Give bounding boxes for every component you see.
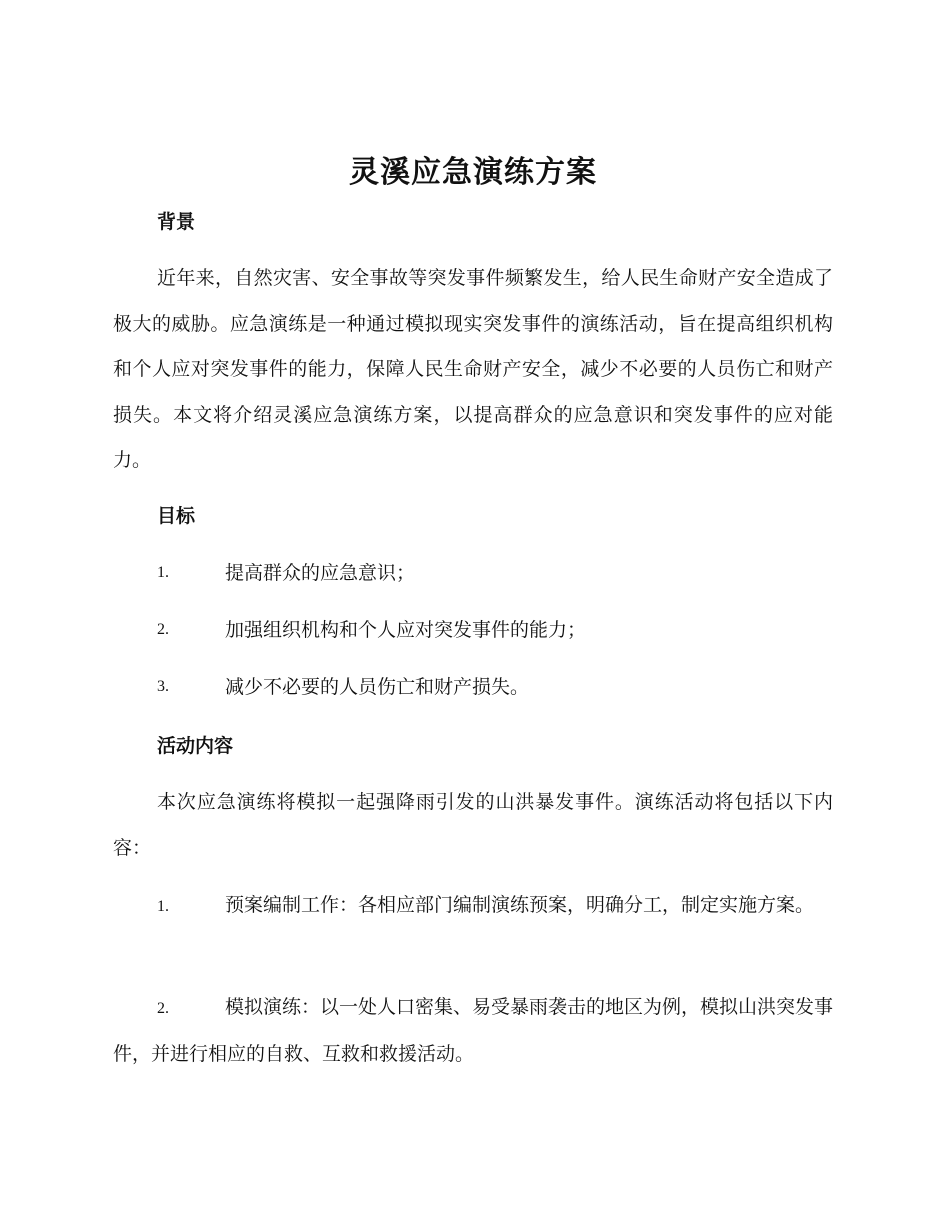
list-number: 2. (157, 621, 169, 638)
activity-item-2 (113, 985, 833, 1077)
list-text: 预案编制工作：各相应部门编制演练预案，明确分工，制定实施方案。 (225, 894, 815, 916)
list-text: 加强组织机构和个人应对突发事件的能力； (225, 619, 587, 641)
document-title: 灵溪应急演练方案 (349, 155, 597, 190)
section-heading-background: 背景 (157, 211, 196, 233)
list-text: 提高群众的应急意识； (225, 562, 416, 584)
list-number: 1. (157, 898, 169, 915)
section-heading-activities: 活动内容 (157, 735, 234, 757)
activity-item-1 (113, 883, 833, 930)
section-heading-goals: 目标 (157, 505, 196, 527)
list-number: 1. (157, 564, 169, 581)
background-paragraph: 近年来，自然灾害、安全事故等突发事件频繁发生，给人民生命财产安全造成了极大的威胁。应急演练是一种通过模拟现实突发事件的演练活动，旨在提高组织机构和个人应对突发事件的能力，保障人民生命财产安全，减少不必要的人员伤亡和财产损失。本文将介绍灵溪应急演练方案，以提高群众的应急意识和突发事件的应对能力。 (113, 267, 833, 471)
activities-intro-paragraph: 本次应急演练将模拟一起强降雨引发的山洪暴发事件。演练活动将包括以下内容： (113, 791, 833, 859)
list-text: 减少不必要的人员伤亡和财产损失。 (225, 676, 530, 698)
list-text: 模拟演练：以一处人口密集、易受暴雨袭击的地区为例，模拟山洪突发事件，并进行相应的自救、互救和救援活动。 (113, 996, 834, 1065)
list-number: 2. (157, 1000, 169, 1017)
list-number: 3. (157, 678, 169, 695)
